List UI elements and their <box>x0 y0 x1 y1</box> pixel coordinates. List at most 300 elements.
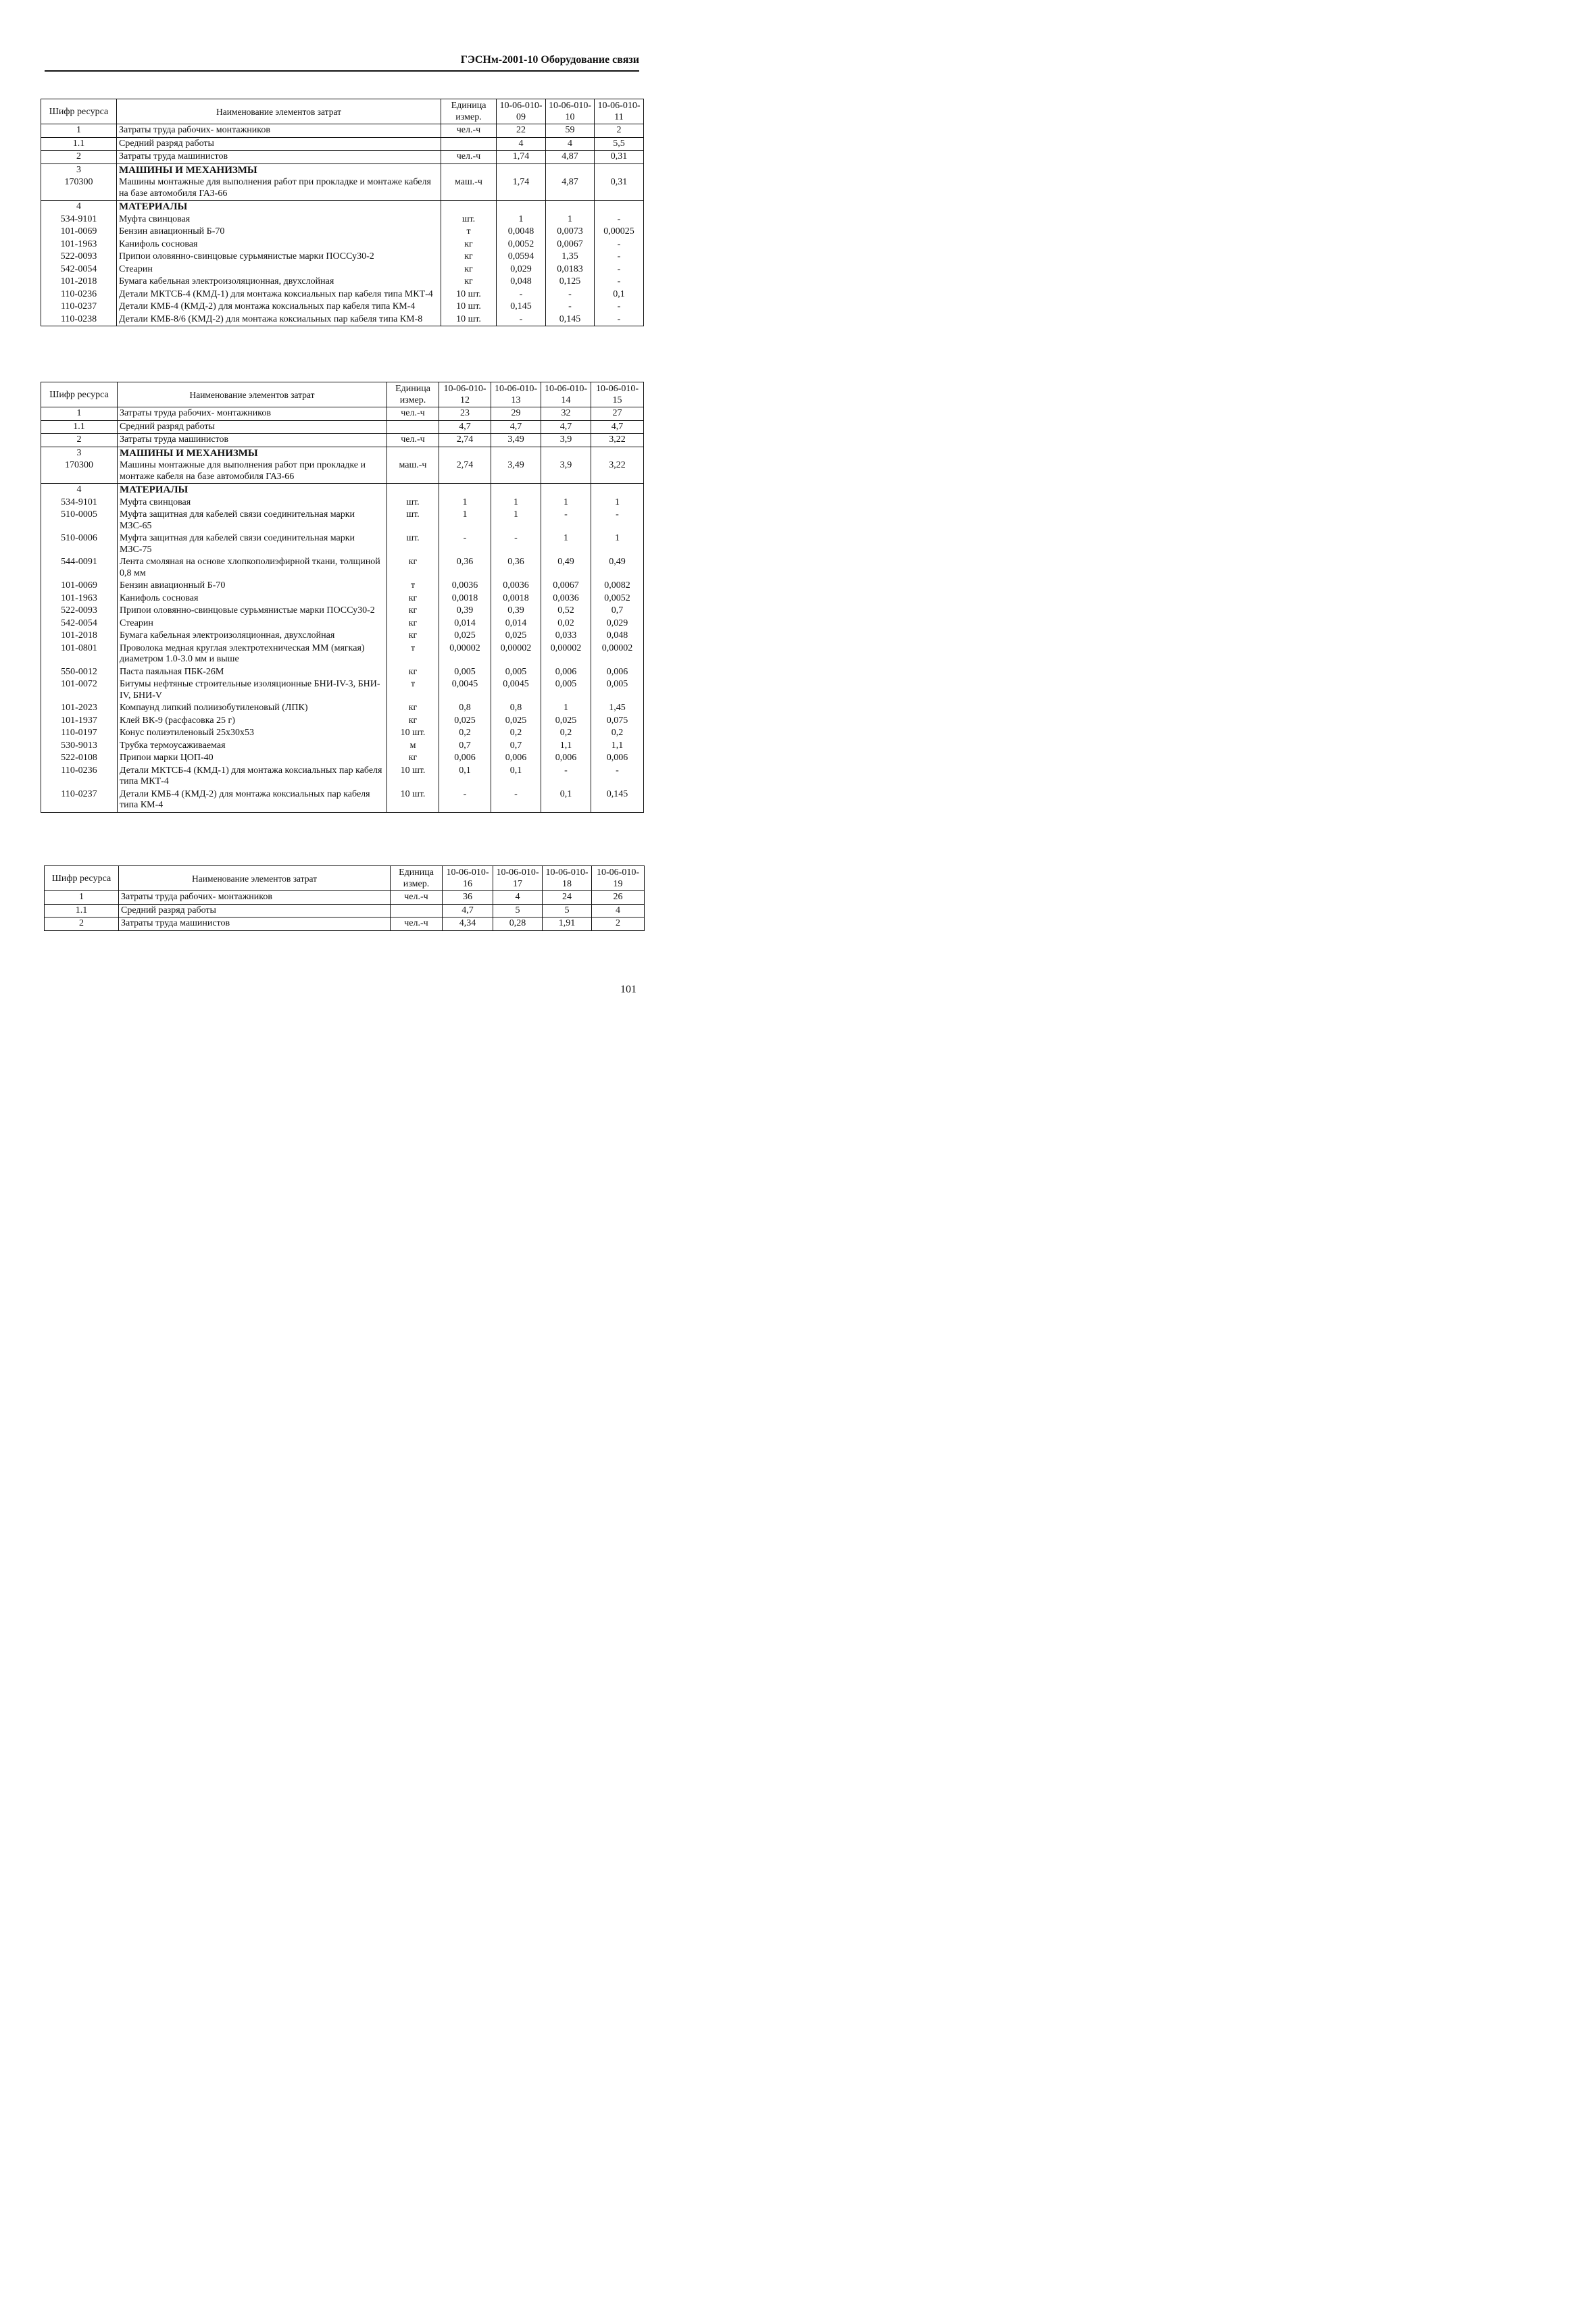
norm-value: 0,006 <box>591 666 644 679</box>
col-header-unit: Единица измер. <box>387 382 439 407</box>
unit-of-measure <box>387 484 439 497</box>
unit-of-measure: кг <box>441 251 497 263</box>
norm-value: 0,006 <box>541 752 591 765</box>
unit-of-measure: 10 шт. <box>387 788 439 813</box>
resource-code: 3 <box>41 164 117 176</box>
table-row <box>41 678 644 702</box>
norm-value: 4,7 <box>541 420 591 434</box>
resource-code: 1.1 <box>41 137 117 151</box>
resource-code: 101-0801 <box>41 643 118 666</box>
section-row <box>41 164 644 176</box>
norm-value: 0,0036 <box>541 593 591 605</box>
page-header <box>45 53 639 72</box>
norm-value: 0,145 <box>591 788 644 813</box>
norm-value: 0,025 <box>491 715 541 728</box>
cost-element-name: Бензин авиационный Б-70 <box>117 226 441 238</box>
unit-of-measure: 10 шт. <box>387 727 439 740</box>
norm-value: 0,2 <box>541 727 591 740</box>
norm-value: 0,39 <box>439 605 491 618</box>
norm-value: 0,02 <box>541 618 591 630</box>
norm-value: - <box>595 276 644 288</box>
norm-value: 0,0045 <box>491 678 541 702</box>
norm-value: - <box>497 288 546 301</box>
norm-value: 0,0073 <box>546 226 595 238</box>
unit-of-measure: чел.-ч <box>387 434 439 447</box>
norm-value: 0,0052 <box>497 238 546 251</box>
resource-code: 170300 <box>41 459 118 484</box>
norm-value: 0,145 <box>497 301 546 313</box>
table-row <box>41 301 644 313</box>
cost-element-name: Муфта защитная для кабелей связи соединительная марки МЗС-65 <box>118 509 387 532</box>
norm-value <box>591 484 644 497</box>
norm-value: 1 <box>491 497 541 509</box>
norm-value: 4,87 <box>546 151 595 164</box>
norm-value <box>546 164 595 176</box>
norm-value: 1 <box>591 532 644 556</box>
norm-value: - <box>595 251 644 263</box>
unit-of-measure <box>441 201 497 213</box>
col-header-code: Шифр ресурса <box>45 866 119 891</box>
resource-code: 2 <box>41 151 117 164</box>
norm-value <box>541 447 591 459</box>
norm-value: 4,7 <box>591 420 644 434</box>
norm-value: - <box>497 313 546 326</box>
cost-element-name: Компаунд липкий полиизобутиленовый (ЛПК) <box>118 702 387 715</box>
norm-value: 0,31 <box>595 176 644 201</box>
norm-value: 1 <box>546 213 595 226</box>
unit-of-measure: чел.-ч <box>441 151 497 164</box>
resource-code: 510-0005 <box>41 509 118 532</box>
norm-value: 22 <box>497 124 546 138</box>
table-row <box>41 151 644 164</box>
resource-code: 101-2018 <box>41 630 118 643</box>
resource-code: 510-0006 <box>41 532 118 556</box>
norm-value: 0,006 <box>541 666 591 679</box>
table-row <box>45 917 645 931</box>
norm-value: 0,0018 <box>439 593 491 605</box>
table-row <box>45 904 645 917</box>
norm-value: 0,0183 <box>546 263 595 276</box>
resource-code: 534-9101 <box>41 497 118 509</box>
norm-value: - <box>595 301 644 313</box>
norm-value: 3,49 <box>491 434 541 447</box>
table-header <box>45 866 645 891</box>
table-header <box>41 382 644 407</box>
col-header-norm: 10-06-010-09 <box>497 99 546 124</box>
cost-element-name: Припои марки ЦОП-40 <box>118 752 387 765</box>
norm-value: 0,005 <box>439 666 491 679</box>
norm-value: - <box>491 788 541 813</box>
norm-value: 0,006 <box>439 752 491 765</box>
table-row <box>41 137 644 151</box>
resource-code: 170300 <box>41 176 117 201</box>
unit-of-measure: кг <box>387 630 439 643</box>
norm-value: 0,025 <box>439 630 491 643</box>
cost-element-name: Конус полиэтиленовый 25х30х53 <box>118 727 387 740</box>
norm-value: 0,0036 <box>439 580 491 593</box>
table-row <box>41 213 644 226</box>
norm-value: 59 <box>546 124 595 138</box>
resource-code: 110-0237 <box>41 301 117 313</box>
resource-code: 522-0093 <box>41 605 118 618</box>
norm-value: 0,0052 <box>591 593 644 605</box>
norm-value: 1 <box>541 532 591 556</box>
norm-value: 2 <box>592 917 645 931</box>
resource-code: 522-0108 <box>41 752 118 765</box>
norm-value <box>541 484 591 497</box>
cost-element-name: Припои оловянно-свинцовые сурьмянистые марки ПОССу30-2 <box>118 605 387 618</box>
unit-of-measure: чел.-ч <box>441 124 497 138</box>
norm-value: 1 <box>439 497 491 509</box>
unit-of-measure: кг <box>387 605 439 618</box>
col-header-norm: 10-06-010-10 <box>546 99 595 124</box>
norm-value: 29 <box>491 407 541 421</box>
unit-of-measure: т <box>441 226 497 238</box>
norm-value: 0,0048 <box>497 226 546 238</box>
cost-element-name: Детали КМБ-4 (КМД-2) для монтажа коксиальных пар кабеля типа КМ-4 <box>117 301 441 313</box>
norm-value: 0,00002 <box>541 643 591 666</box>
unit-of-measure: кг <box>387 618 439 630</box>
col-header-norm: 10-06-010-16 <box>443 866 493 891</box>
resource-code: 2 <box>41 434 118 447</box>
col-header-code: Шифр ресурса <box>41 99 117 124</box>
table-row <box>41 532 644 556</box>
resource-code: 4 <box>41 484 118 497</box>
norm-value: 2 <box>595 124 644 138</box>
unit-of-measure: чел.-ч <box>391 891 443 905</box>
table-row <box>41 702 644 715</box>
resource-code: 101-2023 <box>41 702 118 715</box>
norm-value: 27 <box>591 407 644 421</box>
cost-element-name: Машины монтажные для выполнения работ при прокладке и монтаже кабеля на базе автомобиля ГАЗ-66 <box>117 176 441 201</box>
cost-element-name: Канифоль сосновая <box>117 238 441 251</box>
table-body <box>41 124 644 326</box>
unit-of-measure: чел.-ч <box>391 917 443 931</box>
norm-value: 3,22 <box>591 459 644 484</box>
table-row <box>41 593 644 605</box>
cost-element-name: Затраты труда машинистов <box>119 917 391 931</box>
cost-element-name: Средний разряд работы <box>119 904 391 917</box>
norm-value: 0,075 <box>591 715 644 728</box>
norm-value: 0,49 <box>541 556 591 580</box>
unit-of-measure: маш.-ч <box>387 459 439 484</box>
col-header-name: Наименование элементов затрат <box>119 866 391 891</box>
norm-value: 36 <box>443 891 493 905</box>
unit-of-measure: кг <box>387 593 439 605</box>
table-row <box>41 434 644 447</box>
section-row <box>41 447 644 459</box>
resource-code: 110-0236 <box>41 765 118 788</box>
cost-element-name: Затраты труда машинистов <box>118 434 387 447</box>
norm-value: 0,005 <box>591 678 644 702</box>
norm-value: 3,9 <box>541 459 591 484</box>
norm-value: 4,7 <box>491 420 541 434</box>
unit-of-measure <box>441 164 497 176</box>
section-row <box>41 201 644 213</box>
col-header-name: Наименование элементов затрат <box>118 382 387 407</box>
norm-value: 4 <box>546 137 595 151</box>
norm-value: 0,00002 <box>591 643 644 666</box>
cost-element-name: Муфта свинцовая <box>118 497 387 509</box>
unit-of-measure: кг <box>441 276 497 288</box>
norm-value: 0,00025 <box>595 226 644 238</box>
norm-value <box>497 201 546 213</box>
cost-element-name: МАТЕРИАЛЫ <box>117 201 441 213</box>
resource-code: 110-0237 <box>41 788 118 813</box>
col-header-code: Шифр ресурса <box>41 382 118 407</box>
norm-value: 5,5 <box>595 137 644 151</box>
norm-value: 0,125 <box>546 276 595 288</box>
unit-of-measure <box>387 447 439 459</box>
resource-code: 530-9013 <box>41 740 118 753</box>
cost-element-name: Затраты труда рабочих- монтажников <box>119 891 391 905</box>
cost-element-name: Средний разряд работы <box>117 137 441 151</box>
norm-value: 0,0082 <box>591 580 644 593</box>
table-row <box>41 459 644 484</box>
resource-code: 1 <box>45 891 119 905</box>
norm-value: 0,8 <box>491 702 541 715</box>
norm-value: - <box>591 765 644 788</box>
resource-code: 2 <box>45 917 119 931</box>
unit-of-measure: т <box>387 678 439 702</box>
norm-value: 0,005 <box>491 666 541 679</box>
unit-of-measure: кг <box>387 752 439 765</box>
unit-of-measure <box>391 904 443 917</box>
norm-value: - <box>541 765 591 788</box>
norm-value: 0,029 <box>497 263 546 276</box>
norm-value: - <box>595 238 644 251</box>
norm-value: 0,00002 <box>491 643 541 666</box>
norm-value: 0,7 <box>591 605 644 618</box>
norm-value: 0,048 <box>497 276 546 288</box>
cost-element-name: Бензин авиационный Б-70 <box>118 580 387 593</box>
cost-element-name: Затраты труда машинистов <box>117 151 441 164</box>
norm-value: 0,36 <box>439 556 491 580</box>
norm-value: 0,49 <box>591 556 644 580</box>
table-row <box>41 666 644 679</box>
cost-element-name: Стеарин <box>117 263 441 276</box>
resource-code: 101-1963 <box>41 238 117 251</box>
cost-element-name: Затраты труда рабочих- монтажников <box>118 407 387 421</box>
norm-value: 0,025 <box>541 715 591 728</box>
norm-value: 5 <box>493 904 543 917</box>
unit-of-measure: 10 шт. <box>441 288 497 301</box>
table-row <box>41 752 644 765</box>
cost-element-name: Клей ВК-9 (расфасовка 25 г) <box>118 715 387 728</box>
col-header-norm: 10-06-010-14 <box>541 382 591 407</box>
table-body <box>45 891 645 931</box>
resource-code: 544-0091 <box>41 556 118 580</box>
table-row <box>41 765 644 788</box>
norm-value: 0,1 <box>541 788 591 813</box>
table-row <box>41 630 644 643</box>
resource-code: 522-0093 <box>41 251 117 263</box>
norm-value: 4,7 <box>439 420 491 434</box>
resource-code: 101-1963 <box>41 593 118 605</box>
resource-code: 542-0054 <box>41 263 117 276</box>
cost-element-name: Муфта защитная для кабелей связи соединительная марки МЗС-75 <box>118 532 387 556</box>
cost-element-name: Проволока медная круглая электротехническая ММ (мягкая) диаметром 1.0-3.0 мм и выше <box>118 643 387 666</box>
unit-of-measure: шт. <box>387 497 439 509</box>
norm-value: 1,74 <box>497 176 546 201</box>
table-row <box>41 251 644 263</box>
norm-value: - <box>595 313 644 326</box>
page-header-title: ГЭСНм-2001-10 Оборудование связи <box>460 54 639 66</box>
norm-value: 0,048 <box>591 630 644 643</box>
cost-element-name: Паста паяльная ПБК-26М <box>118 666 387 679</box>
norm-value <box>595 164 644 176</box>
norm-value: 0,00002 <box>439 643 491 666</box>
unit-of-measure: маш.-ч <box>441 176 497 201</box>
col-header-name: Наименование элементов затрат <box>117 99 441 124</box>
norm-value: - <box>439 788 491 813</box>
table-row <box>41 420 644 434</box>
unit-of-measure: шт. <box>441 213 497 226</box>
cost-element-name: Бумага кабельная электроизоляционная, двухслойная <box>117 276 441 288</box>
cost-element-name: Трубка термоусаживаемая <box>118 740 387 753</box>
norm-value: 23 <box>439 407 491 421</box>
norm-value: - <box>546 301 595 313</box>
norm-value: - <box>595 263 644 276</box>
norm-value: 0,2 <box>591 727 644 740</box>
norms-table-1 <box>41 99 644 326</box>
resource-code: 101-0069 <box>41 226 117 238</box>
col-header-unit: Единица измер. <box>441 99 497 124</box>
cost-element-name: Битумы нефтяные строительные изоляционные БНИ-IV-3, БНИ-IV, БНИ-V <box>118 678 387 702</box>
norm-value: 0,014 <box>491 618 541 630</box>
norm-value: 1 <box>497 213 546 226</box>
table-row <box>41 727 644 740</box>
cost-element-name: Лента смоляная на основе хлопкополиэфирной ткани, толщиной 0,8 мм <box>118 556 387 580</box>
cost-element-name: Детали МКТСБ-4 (КМД-1) для монтажа коксиальных пар кабеля типа МКТ-4 <box>118 765 387 788</box>
norm-value: - <box>439 532 491 556</box>
table-row <box>41 556 644 580</box>
table-row <box>41 643 644 666</box>
table-row <box>41 124 644 138</box>
unit-of-measure: 10 шт. <box>387 765 439 788</box>
norm-value: 4 <box>497 137 546 151</box>
resource-code: 110-0236 <box>41 288 117 301</box>
norm-value: 0,145 <box>546 313 595 326</box>
resource-code: 110-0238 <box>41 313 117 326</box>
table-row <box>41 263 644 276</box>
norm-value: 1 <box>541 702 591 715</box>
resource-code: 3 <box>41 447 118 459</box>
unit-of-measure <box>441 137 497 151</box>
table-row <box>41 740 644 753</box>
table-row <box>41 497 644 509</box>
unit-of-measure: шт. <box>387 532 439 556</box>
norm-value: 0,1 <box>439 765 491 788</box>
table-row <box>41 509 644 532</box>
norm-value: 0,52 <box>541 605 591 618</box>
norm-value: 3,9 <box>541 434 591 447</box>
col-header-norm: 10-06-010-15 <box>591 382 644 407</box>
norm-value: 0,0067 <box>541 580 591 593</box>
resource-code: 4 <box>41 201 117 213</box>
resource-code: 110-0197 <box>41 727 118 740</box>
unit-of-measure: 10 шт. <box>441 301 497 313</box>
norm-value <box>491 447 541 459</box>
norm-value: 2,74 <box>439 434 491 447</box>
cost-element-name: МАШИНЫ И МЕХАНИЗМЫ <box>117 164 441 176</box>
table-row <box>41 605 644 618</box>
norm-value <box>546 201 595 213</box>
resource-code: 542-0054 <box>41 618 118 630</box>
norm-value: 4,34 <box>443 917 493 931</box>
col-header-unit: Единица измер. <box>391 866 443 891</box>
norm-value: 0,7 <box>439 740 491 753</box>
norm-value: 3,22 <box>591 434 644 447</box>
unit-of-measure: кг <box>387 666 439 679</box>
norm-value: 0,7 <box>491 740 541 753</box>
cost-element-name: Затраты труда рабочих- монтажников <box>117 124 441 138</box>
norm-value: 32 <box>541 407 591 421</box>
norm-value: 0,025 <box>491 630 541 643</box>
col-header-norm: 10-06-010-18 <box>543 866 592 891</box>
norm-value: 0,2 <box>439 727 491 740</box>
norm-value: 0,025 <box>439 715 491 728</box>
col-header-norm: 10-06-010-19 <box>592 866 645 891</box>
col-header-norm: 10-06-010-11 <box>595 99 644 124</box>
unit-of-measure: м <box>387 740 439 753</box>
unit-of-measure: чел.-ч <box>387 407 439 421</box>
norm-value: 26 <box>592 891 645 905</box>
table-row <box>41 618 644 630</box>
unit-of-measure <box>387 420 439 434</box>
norm-value: 2,74 <box>439 459 491 484</box>
norms-table-3 <box>44 865 645 931</box>
cost-element-name: Припои оловянно-свинцовые сурьмянистые марки ПОССу30-2 <box>117 251 441 263</box>
norm-value: 3,49 <box>491 459 541 484</box>
norm-value: - <box>491 532 541 556</box>
resource-code: 1.1 <box>45 904 119 917</box>
cost-element-name: Муфта свинцовая <box>117 213 441 226</box>
table-row <box>41 715 644 728</box>
norm-value <box>497 164 546 176</box>
norm-value: 0,006 <box>591 752 644 765</box>
table-row <box>41 176 644 201</box>
resource-code: 1.1 <box>41 420 118 434</box>
table-row <box>41 238 644 251</box>
norm-value: 0,0067 <box>546 238 595 251</box>
resource-code: 101-1937 <box>41 715 118 728</box>
norm-value: 1,1 <box>541 740 591 753</box>
norm-value: - <box>546 288 595 301</box>
cost-element-name: Детали КМБ-8/6 (КМД-2) для монтажа коксиальных пар кабеля типа КМ-8 <box>117 313 441 326</box>
cost-element-name: Стеарин <box>118 618 387 630</box>
table-row <box>41 288 644 301</box>
norm-value: 4 <box>493 891 543 905</box>
cost-element-name: Бумага кабельная электроизоляционная, двухслойная <box>118 630 387 643</box>
col-header-norm: 10-06-010-12 <box>439 382 491 407</box>
norm-value: 1,35 <box>546 251 595 263</box>
table-row <box>41 580 644 593</box>
norms-table-2 <box>41 382 644 813</box>
unit-of-measure: т <box>387 580 439 593</box>
norm-value: 1,1 <box>591 740 644 753</box>
cost-element-name: Детали КМБ-4 (КМД-2) для монтажа коксиальных пар кабеля типа КМ-4 <box>118 788 387 813</box>
norm-value: 0,1 <box>595 288 644 301</box>
norm-value: 0,0045 <box>439 678 491 702</box>
col-header-norm: 10-06-010-13 <box>491 382 541 407</box>
norm-value: 0,029 <box>591 618 644 630</box>
norm-value: 1,91 <box>543 917 592 931</box>
resource-code: 1 <box>41 124 117 138</box>
norm-value: 24 <box>543 891 592 905</box>
cost-element-name: Детали МКТСБ-4 (КМД-1) для монтажа коксиальных пар кабеля типа МКТ-4 <box>117 288 441 301</box>
norm-value: 0,36 <box>491 556 541 580</box>
